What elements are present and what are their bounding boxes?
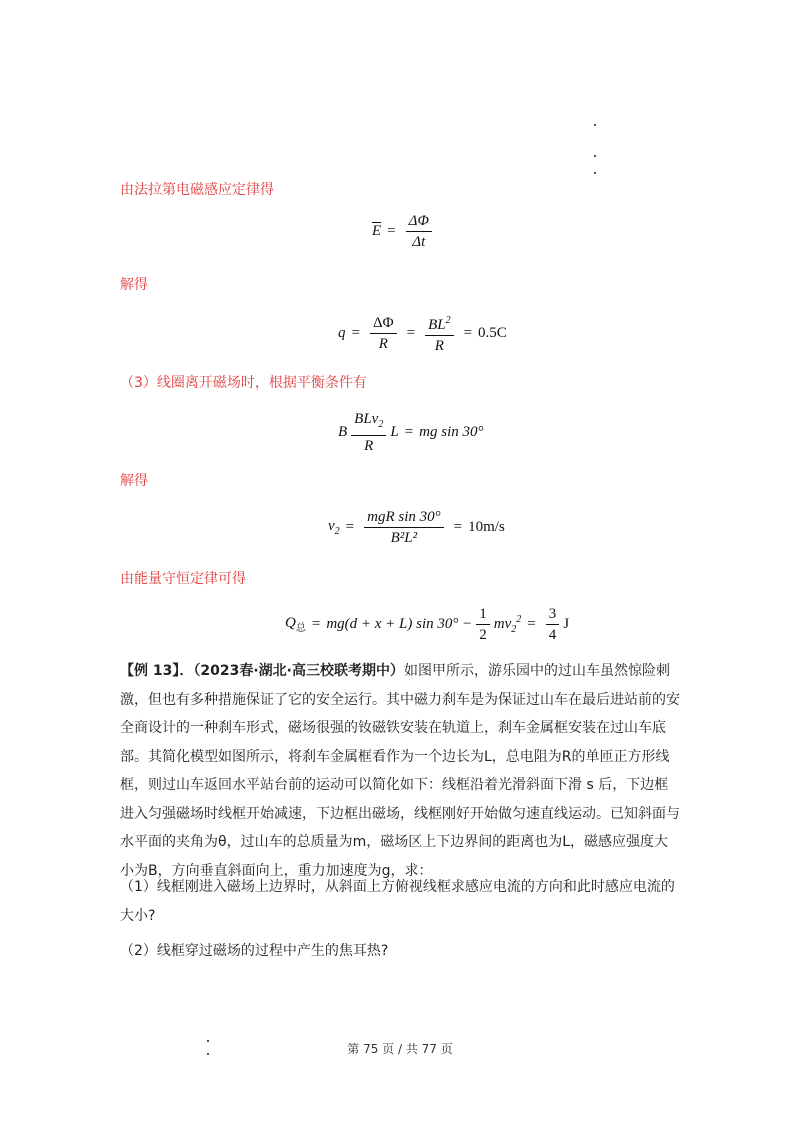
fraction [370,314,397,353]
fraction [546,605,560,644]
denominator: B²L² [390,530,418,546]
denominator: 4 [548,627,557,643]
denominator: R [434,338,444,354]
example-body: 如图甲所示，游乐园中的过山车虽然惊险刺激，但也有多种措施保证了它的安全运行。其中磁力刹车是为保证过山车在最后进站前的安全商设计的一种刹车形式，磁场很强的钕磁铁安装在轨道上，刹车金属框安装在过山车底部。其简化模型如图所示，将刹车金属框看作为一个边长为L，总电阻为R的单匝正方形线框，则过山车返回水平站台前的运动可以简化如下：线框沿着光滑斜面下滑 s 后，下边框进入匀强磁场时线框开始减速，下边框出磁场，线框刚好开始做匀速直线运动。已知斜面与水平面的夹角为θ，过山车的总质量为m，磁场区上下边界间的距离也为L，磁感应强度大小为B，方向垂直斜面向上，重力加速度为g，求： [120,663,680,879]
decorative-dot [594,155,596,157]
formula-velocity: $v_2$ = $\frac{\text{mgR sin 30°}}{\text{B²L²}}$ = 10m/s [328,509,505,546]
numerator: ΔΦ [370,314,397,334]
solve-label-1: 解得 [120,277,148,293]
denominator: R [364,438,374,454]
balance-rhs: mg sin 30° [419,424,484,440]
faraday-heading: 由法拉第电磁感应定律得 [120,182,274,198]
example-source: （2023春·湖北·高三校联考期中） [193,663,404,679]
field-symbol: B [338,424,348,440]
question-1: （1）线框刚进入磁场上边界时，从斜面上方俯视线框求感应电流的方向和此时感应电流的大小? [120,879,675,924]
fraction [476,605,490,644]
fraction [425,312,454,355]
charge-result: 0.5C [478,325,507,341]
emf-symbol: $\overline{E}$ [372,223,382,239]
fraction [351,410,386,455]
numerator: mgR sin 30° [364,508,444,528]
denominator: Δt [412,234,426,250]
example-label: 【例 13】． [120,663,194,679]
numerator: $BL^2$ [425,312,454,336]
numerator: ΔΦ [406,212,432,232]
solve-label-2: 解得 [120,473,148,489]
decorative-dot [594,124,596,126]
page-number: 第 75 页 / 共 77 页 [347,1042,453,1056]
numerator: BLv$_2$ [351,410,386,436]
velocity-symbol: $v_2$ [328,518,340,537]
question-2: （2）线框穿过磁场的过程中产生的焦耳热? [120,943,389,959]
example-paragraph [120,657,680,885]
fraction [406,212,432,251]
energy-expression: mg(d + x + L) sin 30° − [326,616,473,632]
energy-unit: J [563,616,570,632]
velocity-result: 10m/s [468,519,505,535]
energy-heading: 由能量守恒定律可得 [120,571,246,587]
length-symbol: L [390,424,399,440]
kinetic-term: $mv_2^2$ [493,614,522,635]
charge-symbol: q [338,325,346,341]
formula-charge: q = $\frac{\Delta\Phi}{R}$ = $\frac{BL^2}{R}$ = 0.5C [338,312,507,355]
denominator: R [378,336,388,352]
part3-heading: （3）线圈离开磁场时，根据平衡条件有 [120,375,367,391]
denominator: 2 [479,627,487,643]
decorative-dot [594,172,596,174]
formula-balance: B $\frac{BLv_2}{R}$ L = mg sin 30° [338,411,484,454]
formula-emf: $\overline{E}$ = $\frac{\Delta\Phi}{\Delta t}$ [372,212,436,251]
formula-energy: $Q_总$ = mg(d + x + L) sin 30° − $\frac{1}{2}$ $mv_2^2$ = $\frac{3}{4}$ J [285,606,570,643]
heat-symbol: $Q_总$ [285,615,306,634]
numerator: 1 [476,605,490,625]
fraction [364,508,444,547]
numerator: 3 [546,605,560,625]
